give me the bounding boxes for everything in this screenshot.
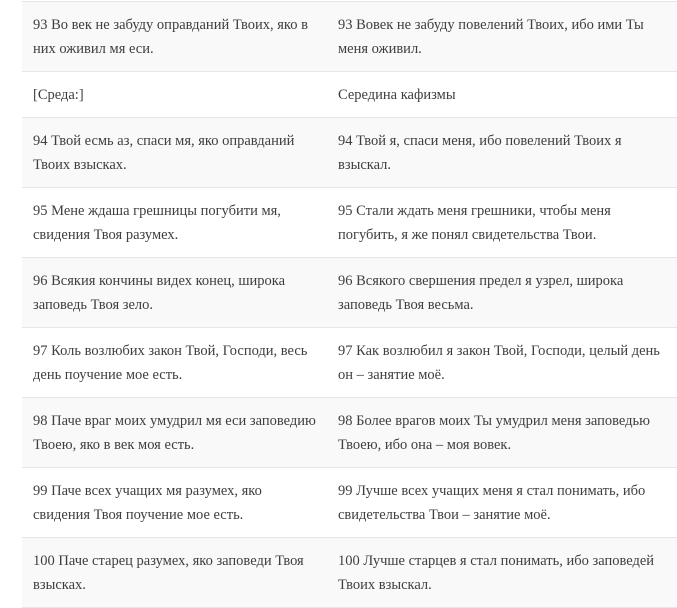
russian-cell: 99 Лучше всех учащих меня я стал понимать, ибо свидетельства Твои – занятие моё. <box>327 468 677 538</box>
table-row <box>22 2 677 72</box>
russian-cell: 95 Стали ждать меня грешники, чтобы меня погубить, я же понял свидетельства Твои. <box>327 188 677 258</box>
church-slavonic-cell: [Среда:] <box>22 72 327 118</box>
russian-cell: 96 Всякого свершения предел я узрел, широка заповедь Твоя весьма. <box>327 258 677 328</box>
russian-cell: Середина кафизмы <box>327 72 677 118</box>
table-row <box>22 118 677 188</box>
russian-cell: 93 Вовек не забуду повелений Твоих, ибо ими Ты меня оживил. <box>327 2 677 72</box>
church-slavonic-cell: 95 Мене ждаша грешницы погубити мя, свидения Твоя разумех. <box>22 188 327 258</box>
table-row <box>22 468 677 538</box>
table-row <box>22 328 677 398</box>
church-slavonic-cell: 96 Всякия кончины видех конец, широка заповедь Твоя зело. <box>22 258 327 328</box>
church-slavonic-cell: 99 Паче всех учащих мя разумех, яко свидения Твоя поучение мое есть. <box>22 468 327 538</box>
church-slavonic-cell: 100 Паче старец разумех, яко заповеди Твоя взысках. <box>22 538 327 608</box>
table-row <box>22 258 677 328</box>
table-row <box>22 72 677 118</box>
church-slavonic-cell: 93 Во век не забуду оправданий Твоих, яко в них оживил мя еси. <box>22 2 327 72</box>
church-slavonic-cell: 94 Твой есмь аз, спаси мя, яко оправданий Твоих взысках. <box>22 118 327 188</box>
church-slavonic-cell: 97 Коль возлюбих закон Твой, Господи, весь день поучение мое есть. <box>22 328 327 398</box>
church-slavonic-cell: 98 Паче враг моих умудрил мя еси заповедию Твоею, яко в век моя есть. <box>22 398 327 468</box>
russian-cell: 94 Твой я, спаси меня, ибо повелений Твоих я взыскал. <box>327 118 677 188</box>
table-row <box>22 538 677 608</box>
psalm-parallel-table <box>22 1 677 608</box>
russian-cell: 97 Как возлюбил я закон Твой, Господи, целый день он – занятие моё. <box>327 328 677 398</box>
russian-cell: 100 Лучше старцев я стал понимать, ибо заповедей Твоих взыскал. <box>327 538 677 608</box>
russian-cell: 98 Более врагов моих Ты умудрил меня заповедью Твоею, ибо она – моя вовек. <box>327 398 677 468</box>
table-row <box>22 188 677 258</box>
table-row <box>22 398 677 468</box>
